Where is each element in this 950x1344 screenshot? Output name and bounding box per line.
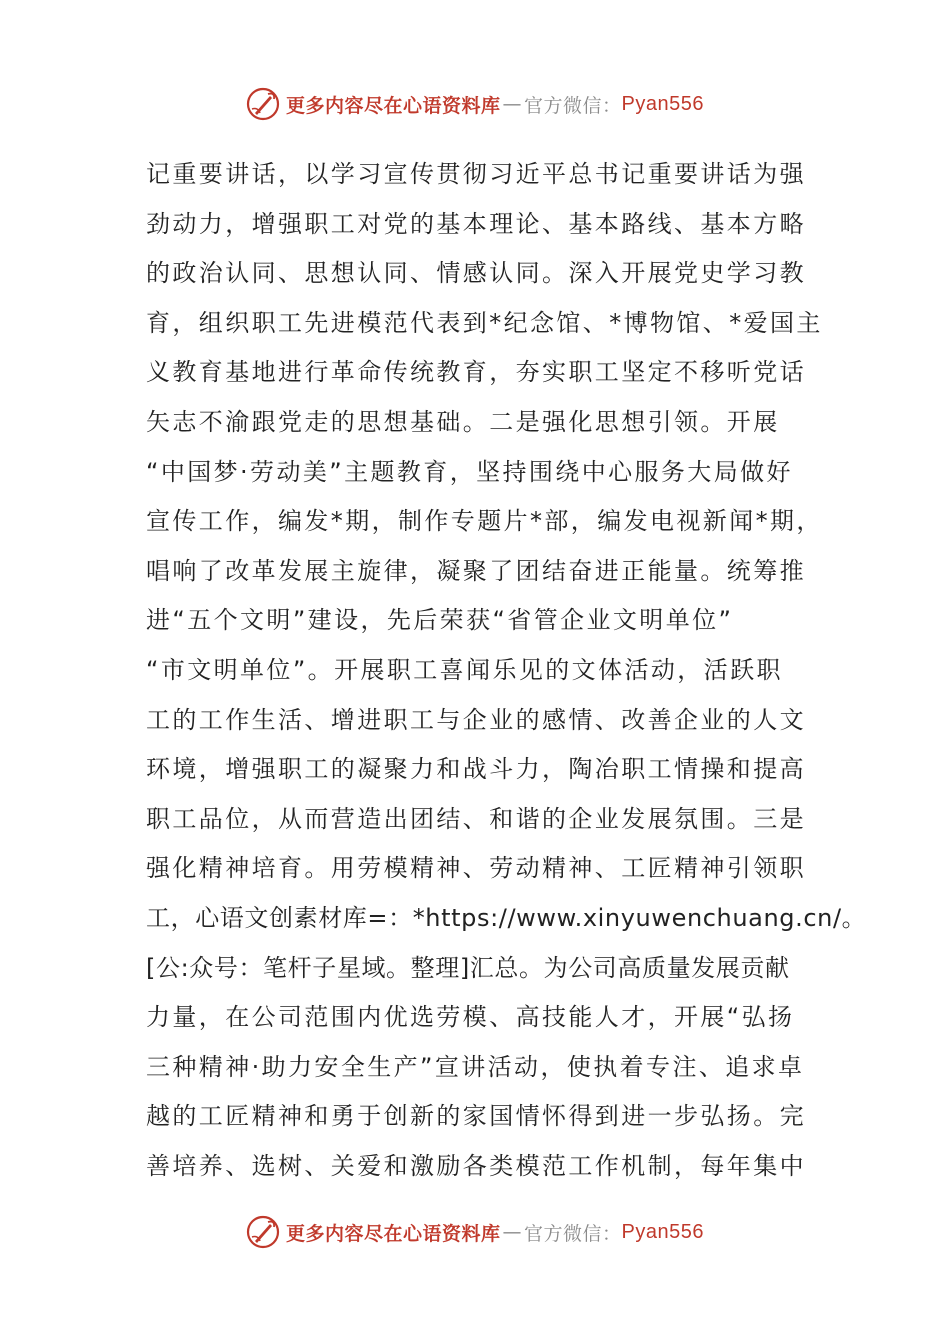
text-line: 义教育基地进行革命传统教育，夯实职工坚定不移听党话 <box>146 358 806 387</box>
text-line: 劲动力，增强职工对党的基本理论、基本路线、基本方略 <box>146 209 806 238</box>
banner-wechat-id: Pyan556 <box>621 1220 704 1243</box>
banner-sub-text: 官方微信： <box>524 94 622 117</box>
banner-dash: — <box>502 1221 523 1243</box>
text-line: 记重要讲话，以学习宣传贯彻习近平总书记重要讲话为强 <box>146 160 806 188</box>
text-line: 三种精神·助力安全生产”宣讲活动，使执着专注、追求卓 <box>146 1052 805 1081</box>
text-line: 宣传工作，编发*期，制作专题片*部，编发电视新闻*期， <box>146 507 823 536</box>
text-line: 进“五个文明”建设，先后荣获“省管企业文明单位” <box>146 606 734 635</box>
text-line: 唱响了改革发展主旋律，凝聚了团结奋进正能量。统筹推 <box>146 556 806 585</box>
banner-text <box>286 1219 704 1246</box>
text-line: 矢志不渝跟党走的思想基础。二是强化思想引领。开展 <box>146 407 780 436</box>
text-line: 环境，增强职工的凝聚力和战斗力，陶冶职工情操和提高 <box>146 755 806 784</box>
text-line: 越的工匠精神和勇于创新的家国情怀得到进一步弘扬。完 <box>146 1102 806 1131</box>
text-line: 职工品位，从而营造出团结、和谐的企业发展氛围。三是 <box>146 804 806 833</box>
footer-banner <box>0 1212 950 1252</box>
banner-sub-text: 官方微信： <box>524 1222 622 1245</box>
text-line: “市文明单位”。开展职工喜闻乐见的文体活动，活跃职 <box>146 655 783 684</box>
document-body <box>146 150 867 1191</box>
text-line-url: 工，心语文创素材库=：*https://www.xinyuwenchuang.cn/。 <box>146 903 867 932</box>
text-line: 强化精神培育。用劳模精神、劳动精神、工匠精神引领职 <box>146 854 806 883</box>
banner-text <box>286 91 704 118</box>
text-line: 的政治认同、思想认同、情感认同。深入开展党史学习教 <box>146 259 806 288</box>
text-line: “中国梦·劳动美”主题教育，坚持围绕中心服务大局做好 <box>146 457 793 486</box>
text-line: 善培养、选树、关爱和激励各类模范工作机制，每年集中 <box>146 1151 806 1180</box>
text-line: 工的工作生活、增进职工与企业的感情、改善企业的人文 <box>146 705 806 734</box>
header-banner <box>0 84 950 124</box>
text-line: 育，组织职工先进模范代表到*纪念馆、*博物馆、*爱国主 <box>146 308 823 337</box>
text-line: 力量，在公司范围内优选劳模、高技能人才，开展“弘扬 <box>146 1003 795 1032</box>
banner-main-text: 更多内容尽在心语资料库 <box>286 1222 501 1245</box>
quill-logo-icon <box>246 87 280 121</box>
banner-main-text: 更多内容尽在心语资料库 <box>286 94 501 117</box>
banner-dash: — <box>502 93 523 115</box>
banner-wechat-id: Pyan556 <box>621 92 704 115</box>
text-line: [公:众号：笔杆子星域。整理]汇总。为公司高质量发展贡献 <box>146 953 790 982</box>
quill-logo-icon <box>246 1215 280 1249</box>
